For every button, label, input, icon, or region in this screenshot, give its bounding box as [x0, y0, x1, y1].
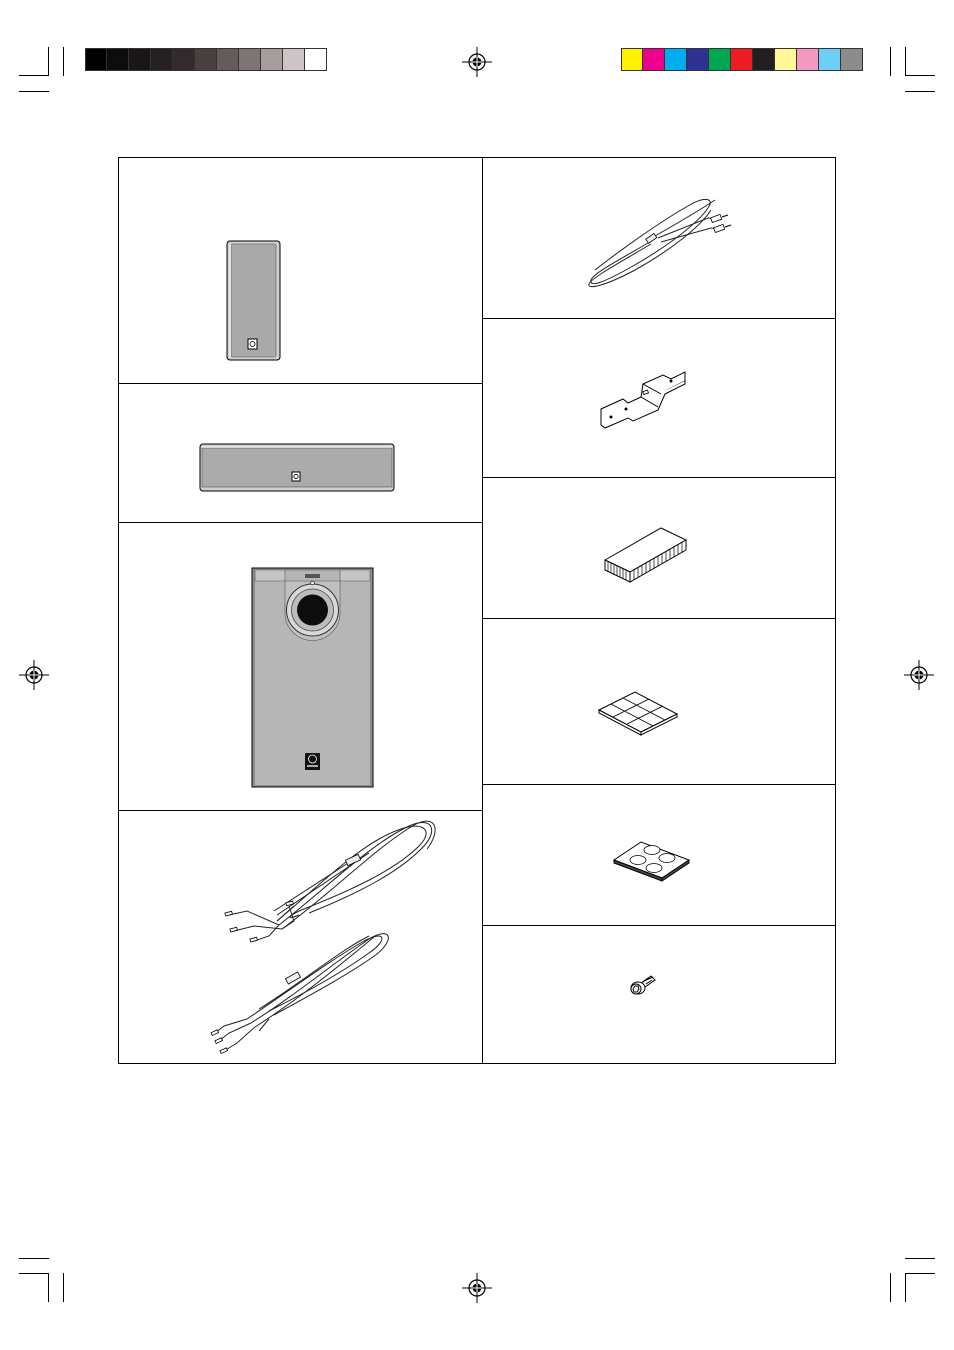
gray-swatch	[129, 49, 151, 70]
color-swatch	[819, 49, 841, 70]
cushion-sheet-cell	[483, 785, 835, 925]
gray-swatch	[195, 49, 217, 70]
bracket-icon	[483, 319, 835, 477]
gray-swatch	[173, 49, 195, 70]
gray-swatch	[239, 49, 261, 70]
center-speaker-cell	[119, 384, 482, 522]
registration-mark-icon	[462, 1273, 492, 1303]
color-swatch	[731, 49, 753, 70]
speaker-cables-icon	[119, 811, 482, 1063]
front-speaker-cell	[119, 158, 482, 383]
cushion-sheet-icon	[483, 785, 835, 925]
color-swatch	[621, 49, 643, 70]
color-swatch	[797, 49, 819, 70]
gray-swatch	[217, 49, 239, 70]
center-speaker-icon	[119, 384, 482, 522]
color-swatch	[753, 49, 775, 70]
registration-mark-icon	[462, 47, 492, 77]
rca-cable-icon	[483, 158, 835, 318]
gray-swatch	[261, 49, 283, 70]
gray-swatch	[305, 49, 327, 70]
pad-sheet-icon	[483, 619, 835, 784]
color-swatch	[709, 49, 731, 70]
gray-swatch	[107, 49, 129, 70]
pad-sheet-cell	[483, 619, 835, 784]
color-swatch	[643, 49, 665, 70]
process-color-bar	[621, 48, 863, 71]
subwoofer-icon	[119, 523, 482, 810]
accessories-grid	[118, 157, 836, 1064]
grayscale-color-bar	[85, 48, 327, 71]
mounting-bracket-cell	[483, 319, 835, 477]
color-swatch	[687, 49, 709, 70]
screw-icon	[483, 926, 835, 1063]
gray-swatch	[283, 49, 305, 70]
rca-pin-cable-cell	[483, 158, 835, 318]
registration-mark-icon	[904, 660, 934, 690]
color-swatch	[775, 49, 797, 70]
front-speaker-icon	[119, 158, 482, 383]
speaker-cables-cell	[119, 811, 482, 1063]
color-swatch	[665, 49, 687, 70]
foam-block-icon	[483, 478, 835, 618]
gray-swatch	[151, 49, 173, 70]
cleaning-block-cell	[483, 478, 835, 618]
screw-cell	[483, 926, 835, 1063]
subwoofer-cell	[119, 523, 482, 810]
registration-mark-icon	[19, 660, 49, 690]
color-swatch	[841, 49, 863, 70]
gray-swatch	[85, 49, 107, 70]
